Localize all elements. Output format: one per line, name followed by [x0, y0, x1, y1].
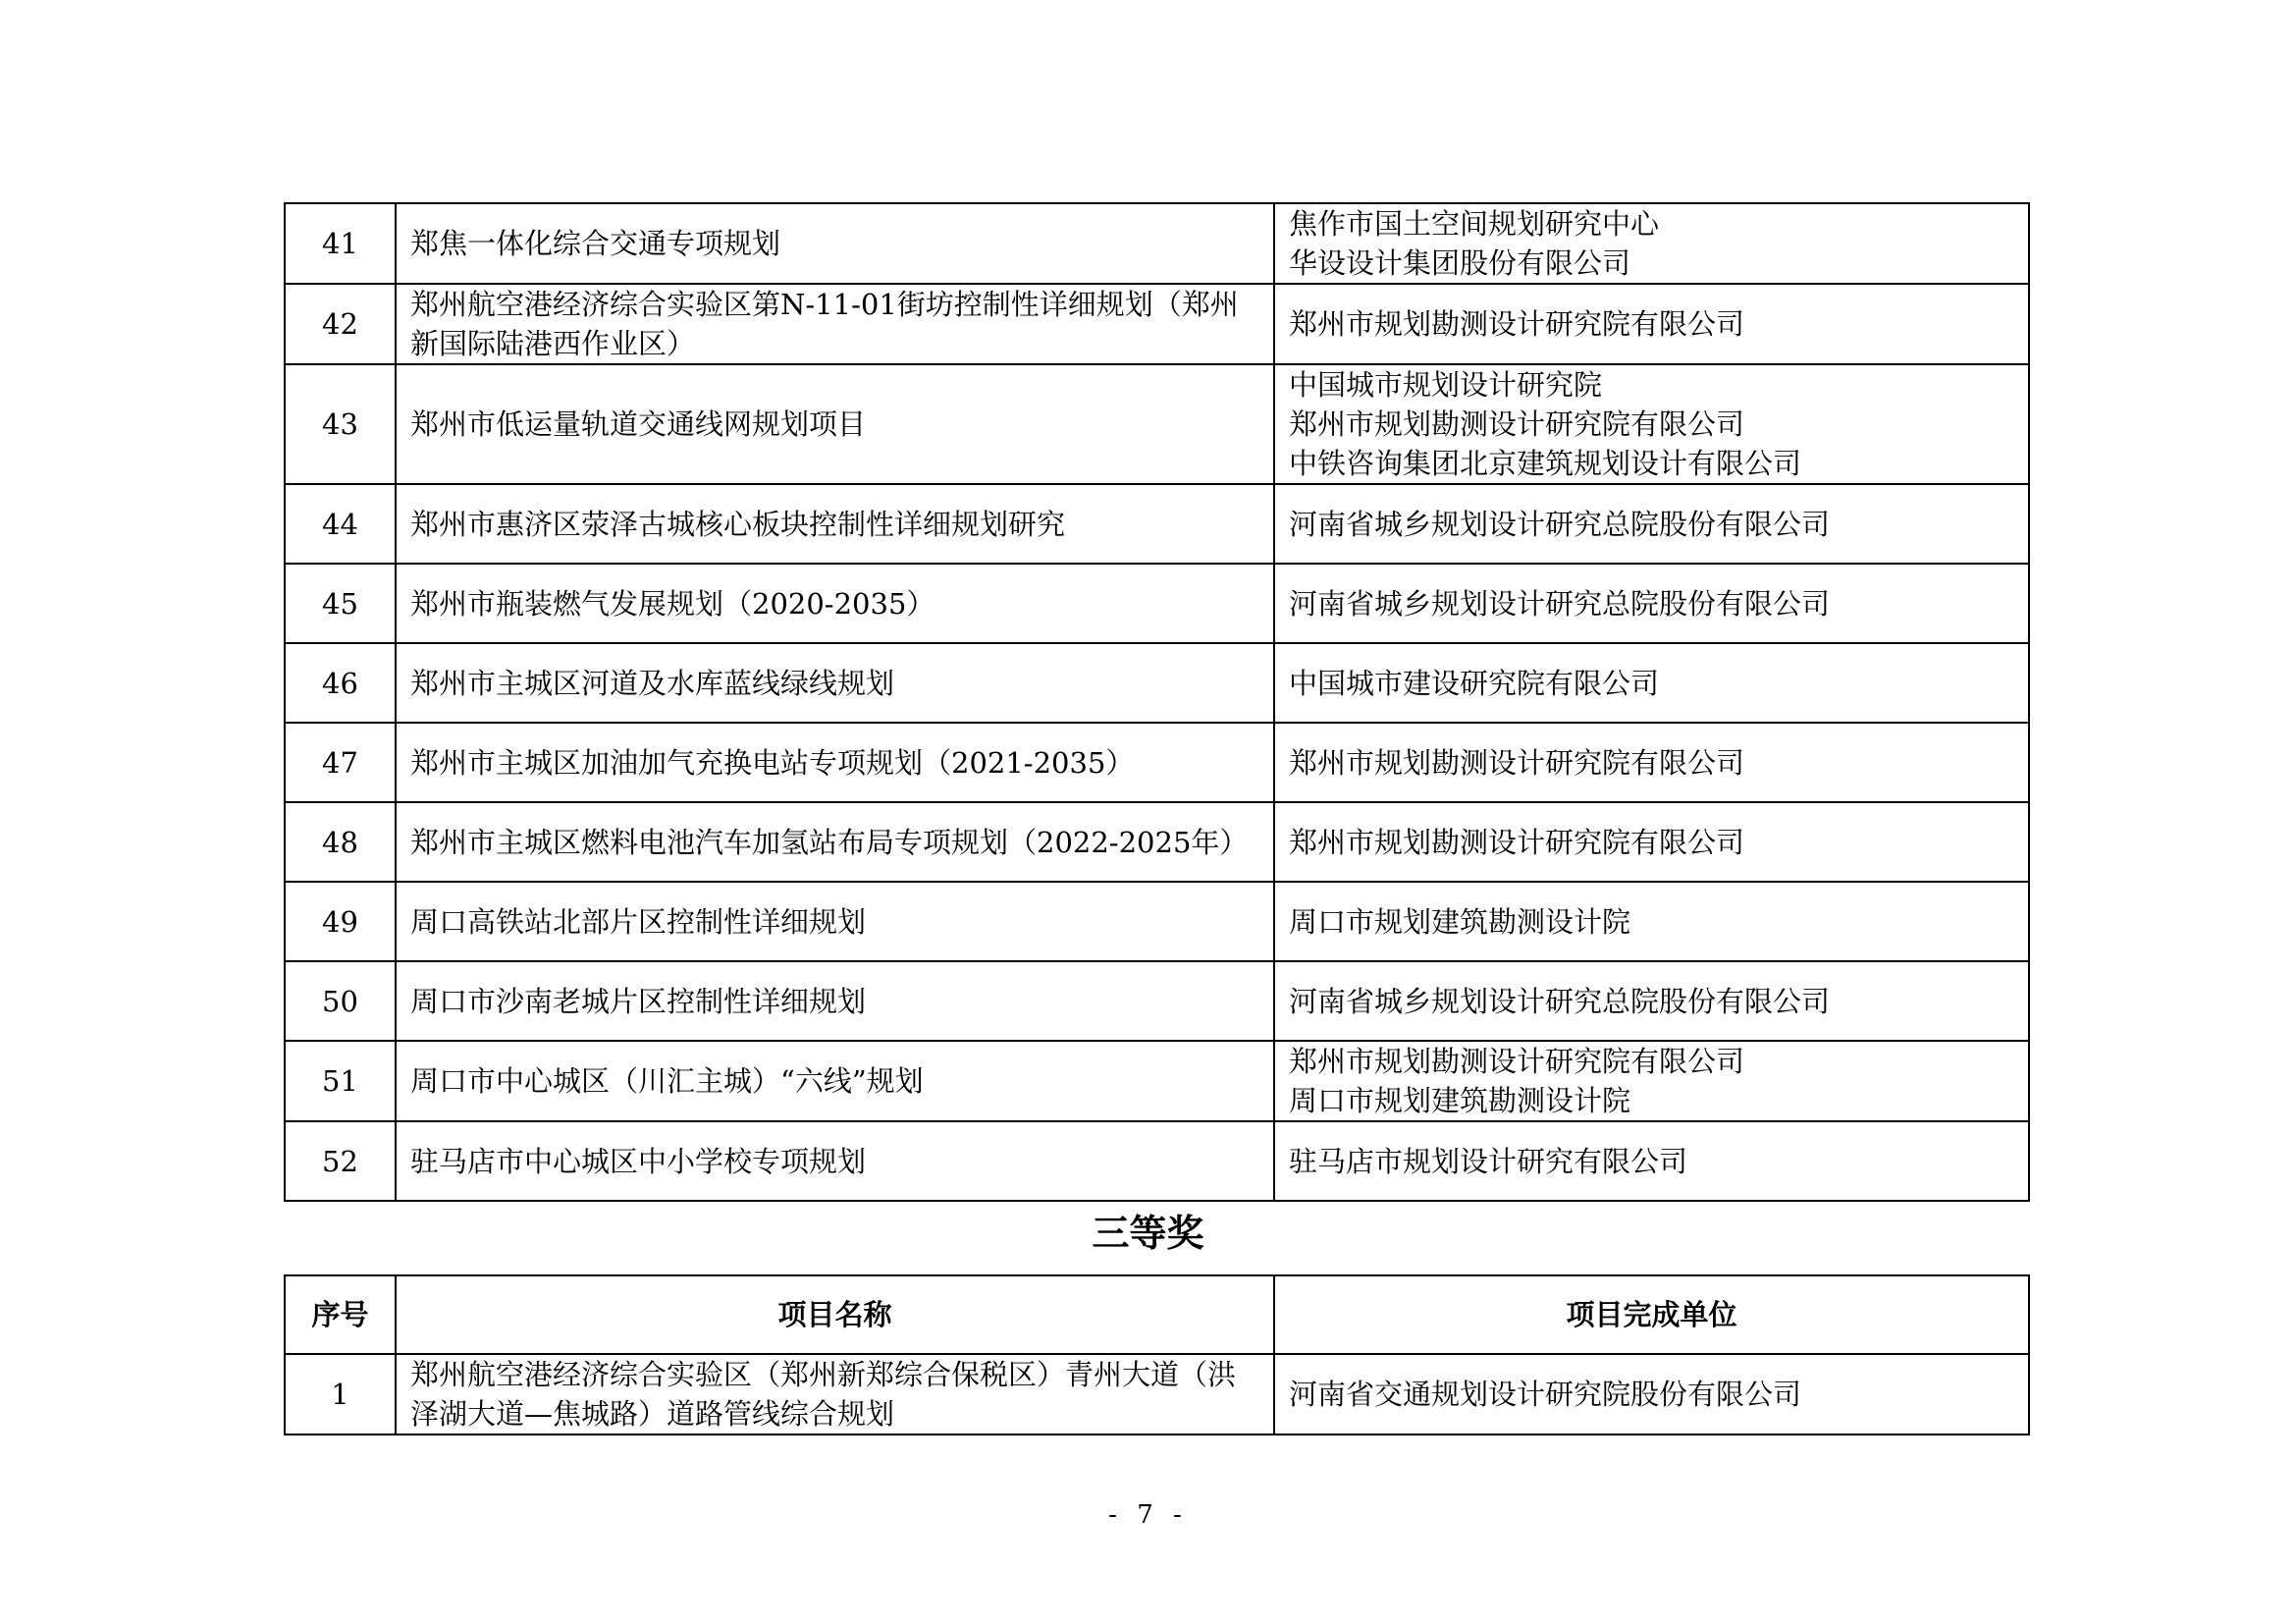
third-prize-table: [284, 1274, 2030, 1435]
project-name: 周口市中心城区（川汇主城）“六线”规划: [396, 1041, 1274, 1121]
row-number: 47: [285, 723, 396, 802]
table-row: [285, 961, 2029, 1041]
project-name: 周口高铁站北部片区控制性详细规划: [396, 882, 1274, 961]
organization-name: 郑州市规划勘测设计研究院有限公司: [1289, 825, 1745, 859]
project-name: 郑州市主城区加油加气充换电站专项规划（2021-2035）: [396, 723, 1274, 802]
table-row: [285, 1121, 2029, 1201]
row-number: 48: [285, 802, 396, 882]
row-number: 46: [285, 643, 396, 723]
organization-cell: [1274, 564, 2029, 643]
organization-cell: [1274, 882, 2029, 961]
organization-name: 河南省城乡规划设计研究总院股份有限公司: [1289, 507, 1831, 541]
project-name: 郑州市低运量轨道交通线网规划项目: [396, 364, 1274, 484]
project-name: 郑州市瓶装燃气发展规划（2020-2035）: [396, 564, 1274, 643]
row-number: 43: [285, 364, 396, 484]
header-project-name: 项目名称: [396, 1275, 1274, 1354]
table-row: [285, 484, 2029, 564]
row-number: 1: [285, 1354, 396, 1435]
organization-name: 周口市规划建筑勘测设计院: [1289, 904, 1631, 939]
row-number: 44: [285, 484, 396, 564]
award-table-continued: [284, 202, 2030, 1202]
organization-name: 中铁咨询集团北京建筑规划设计有限公司: [1289, 447, 1802, 480]
project-name: 郑州市主城区河道及水库蓝线绿线规划: [396, 643, 1274, 723]
project-name: 郑州航空港经济综合实验区（郑州新郑综合保税区）青州大道（洪泽湖大道—焦城路）道路管线综合规划: [396, 1354, 1274, 1435]
table-row: [285, 723, 2029, 802]
row-number: 51: [285, 1041, 396, 1121]
project-name: 郑州市主城区燃料电池汽车加氢站布局专项规划（2022-2025年）: [396, 802, 1274, 882]
project-name: 郑焦一体化综合交通专项规划: [396, 203, 1274, 284]
organization-name: 中国城市规划设计研究院: [1289, 368, 1603, 402]
row-number: 49: [285, 882, 396, 961]
table-row: [285, 364, 2029, 484]
row-number: 42: [285, 284, 396, 364]
organization-cell: [1274, 802, 2029, 882]
organization-cell: [1274, 284, 2029, 364]
table-row: [285, 882, 2029, 961]
organization-cell: [1274, 203, 2029, 284]
table-row: [285, 564, 2029, 643]
organization-name: 河南省交通规划设计研究院股份有限公司: [1289, 1378, 1802, 1411]
table-row: [285, 1041, 2029, 1121]
organization-cell: [1274, 723, 2029, 802]
table-header-row: [285, 1275, 2029, 1354]
row-number: 41: [285, 203, 396, 284]
row-number: 50: [285, 961, 396, 1041]
header-organization: 项目完成单位: [1274, 1275, 2029, 1354]
row-number: 45: [285, 564, 396, 643]
page-number: - 7 -: [1108, 1500, 1188, 1530]
third-prize-heading: 三等奖: [1092, 1212, 1204, 1255]
organization-name: 华设设计集团股份有限公司: [1289, 246, 1631, 280]
organization-name: 中国城市建设研究院有限公司: [1289, 666, 1660, 700]
organization-cell: [1274, 1354, 2029, 1435]
organization-name: 郑州市规划勘测设计研究院有限公司: [1289, 407, 1745, 441]
table-row: [285, 643, 2029, 723]
organization-name: 焦作市国土空间规划研究中心: [1289, 207, 1660, 241]
organization-name: 周口市规划建筑勘测设计院: [1289, 1084, 1631, 1117]
row-number: 52: [285, 1121, 396, 1201]
organization-cell: [1274, 961, 2029, 1041]
organization-cell: [1274, 1041, 2029, 1121]
project-name: 周口市沙南老城片区控制性详细规划: [396, 961, 1274, 1041]
project-name: 驻马店市中心城区中小学校专项规划: [396, 1121, 1274, 1201]
organization-name: 郑州市规划勘测设计研究院有限公司: [1289, 1045, 1745, 1078]
table-row: [285, 284, 2029, 364]
project-name: 郑州航空港经济综合实验区第N-11-01街坊控制性详细规划（郑州新国际陆港西作业区）: [396, 284, 1274, 364]
organization-name: 河南省城乡规划设计研究总院股份有限公司: [1289, 984, 1831, 1018]
header-no: 序号: [285, 1275, 396, 1354]
organization-cell: [1274, 484, 2029, 564]
organization-cell: [1274, 643, 2029, 723]
organization-name: 郑州市规划勘测设计研究院有限公司: [1289, 745, 1745, 780]
organization-cell: [1274, 1121, 2029, 1201]
table-row: [285, 1354, 2029, 1435]
project-name: 郑州市惠济区荥泽古城核心板块控制性详细规划研究: [396, 484, 1274, 564]
organization-name: 郑州市规划勘测设计研究院有限公司: [1289, 307, 1745, 341]
organization-name: 驻马店市规划设计研究有限公司: [1289, 1144, 1688, 1178]
organization-name: 河南省城乡规划设计研究总院股份有限公司: [1289, 586, 1831, 621]
table-row: [285, 802, 2029, 882]
organization-cell: [1274, 364, 2029, 484]
table-row: [285, 203, 2029, 284]
